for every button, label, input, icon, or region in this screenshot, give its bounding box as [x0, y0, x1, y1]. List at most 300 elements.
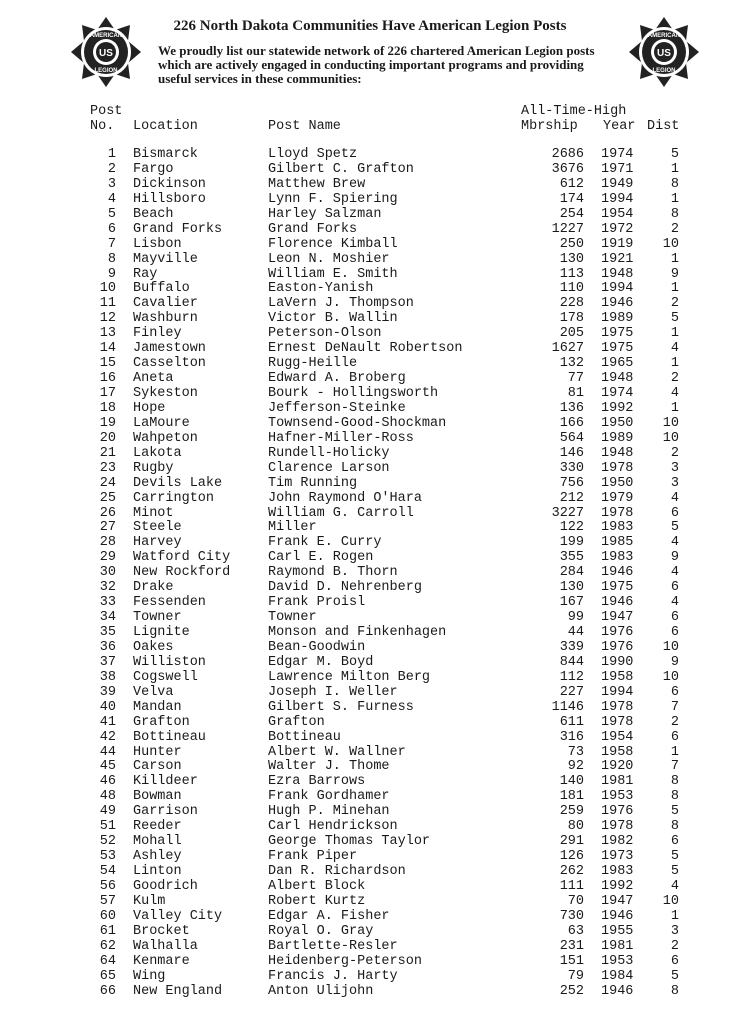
- post-number: 49: [99, 804, 116, 820]
- table-row: [0, 626, 736, 641]
- location: Hope: [133, 400, 166, 416]
- district: 8: [670, 176, 679, 192]
- post-name: Albert Block: [268, 878, 366, 894]
- location: Casselton: [133, 356, 206, 372]
- location: LaMoure: [133, 415, 190, 431]
- table-row: [0, 865, 736, 880]
- post-number: 29: [99, 550, 116, 566]
- membership: 73: [567, 744, 584, 760]
- year: 1953: [601, 953, 634, 969]
- post-name: Bottineau: [268, 729, 341, 745]
- location: Rugby: [133, 460, 174, 476]
- table-row: [0, 402, 736, 417]
- membership: 63: [567, 923, 584, 939]
- district: 6: [670, 610, 679, 626]
- post-number: 64: [99, 953, 116, 969]
- table-row: [0, 521, 736, 536]
- american-legion-emblem-right: [628, 16, 700, 88]
- post-name: Frank Piper: [268, 849, 358, 865]
- post-number: 37: [99, 654, 116, 670]
- district: 7: [670, 759, 679, 775]
- membership: 231: [559, 938, 584, 954]
- post-number: 3: [107, 176, 116, 192]
- table-row: [0, 760, 736, 775]
- table-row: [0, 387, 736, 402]
- membership: 77: [567, 371, 584, 387]
- membership: 3676: [551, 161, 584, 177]
- post-number: 12: [99, 311, 116, 327]
- post-number: 61: [99, 923, 116, 939]
- membership: 2686: [551, 147, 584, 162]
- table-row: [0, 955, 736, 970]
- district: 5: [670, 804, 679, 820]
- table-row: [0, 775, 736, 790]
- year: 1950: [601, 415, 634, 431]
- district: 9: [670, 266, 679, 282]
- emblem-center-text: US: [99, 48, 113, 59]
- post-number: 62: [99, 938, 116, 954]
- location: Finley: [133, 326, 182, 342]
- location: Williston: [133, 654, 206, 670]
- location: Dickinson: [133, 176, 206, 192]
- post-name: Ezra Barrows: [268, 774, 366, 790]
- post-number: 19: [99, 415, 116, 431]
- post-number: 38: [99, 669, 116, 685]
- column-header-year: Year: [603, 119, 636, 134]
- location: Beach: [133, 206, 174, 222]
- location: Buffalo: [133, 281, 190, 297]
- post-number: 30: [99, 565, 116, 581]
- district: 1: [670, 356, 679, 372]
- location: Killdeer: [133, 774, 198, 790]
- membership: 92: [567, 759, 584, 775]
- post-number: 23: [99, 460, 116, 476]
- location: Hunter: [133, 744, 182, 760]
- post-number: 60: [99, 908, 116, 924]
- year: 1978: [601, 699, 634, 715]
- post-name: Frank Proisl: [268, 595, 366, 611]
- year: 1955: [601, 923, 634, 939]
- post-name: Monson and Finkenhagen: [268, 625, 447, 640]
- table-row: [0, 357, 736, 372]
- location: Bowman: [133, 789, 182, 805]
- location: Ray: [133, 266, 158, 282]
- year: 1989: [601, 311, 634, 327]
- location: Fargo: [133, 161, 174, 177]
- membership: 199: [559, 535, 584, 551]
- post-name: Easton-Yanish: [268, 281, 374, 297]
- district: 6: [670, 953, 679, 969]
- post-name: Edward A. Broberg: [268, 371, 406, 387]
- year: 1992: [601, 878, 634, 894]
- year: 1946: [601, 565, 634, 581]
- location: Hillsboro: [133, 191, 206, 207]
- district: 1: [670, 191, 679, 207]
- year: 1981: [601, 938, 634, 954]
- post-name: David D. Nehrenberg: [268, 580, 422, 596]
- post-number: 6: [107, 221, 116, 237]
- membership: 113: [559, 266, 584, 282]
- district: 5: [670, 147, 679, 162]
- district: 1: [670, 281, 679, 297]
- membership: 140: [559, 774, 584, 790]
- year: 1954: [601, 729, 634, 745]
- district: 1: [670, 326, 679, 342]
- membership: 205: [559, 326, 584, 342]
- post-name: Frank E. Curry: [268, 535, 382, 551]
- district: 4: [670, 490, 679, 506]
- post-number: 4: [107, 191, 116, 207]
- post-number: 36: [99, 639, 116, 655]
- post-number: 56: [99, 878, 116, 894]
- post-name: Edgar M. Boyd: [268, 654, 374, 670]
- year: 1978: [601, 460, 634, 476]
- table-row: [0, 447, 736, 462]
- post-number: 2: [107, 161, 116, 177]
- table-row: [0, 925, 736, 940]
- location: Sykeston: [133, 386, 198, 401]
- post-name: Matthew Brew: [268, 176, 366, 192]
- year: 1974: [601, 386, 634, 401]
- year: 1994: [601, 281, 634, 297]
- location: Washburn: [133, 311, 198, 327]
- year: 1992: [601, 400, 634, 416]
- table-row: [0, 432, 736, 447]
- district: 8: [670, 819, 679, 835]
- district: 4: [670, 386, 679, 401]
- post-name: Joseph I. Weller: [268, 684, 398, 700]
- post-name: Jefferson-Steinke: [268, 400, 406, 416]
- table-row: [0, 208, 736, 223]
- table-row: [0, 342, 736, 357]
- table-row: [0, 178, 736, 193]
- district: 4: [670, 341, 679, 357]
- district: 10: [662, 415, 679, 431]
- membership: 79: [567, 968, 584, 984]
- post-name: Raymond B. Thorn: [268, 565, 398, 581]
- year: 1983: [601, 520, 634, 536]
- post-number: 10: [99, 281, 116, 297]
- table-row: [0, 148, 736, 163]
- location: Mayville: [133, 251, 198, 267]
- post-name: Tim Running: [268, 475, 358, 491]
- district: 2: [670, 938, 679, 954]
- table-row: [0, 581, 736, 596]
- emblem-bottom-text: LEGION: [94, 68, 118, 74]
- post-number: 25: [99, 490, 116, 506]
- post-number: 54: [99, 864, 116, 879]
- year: 1979: [601, 490, 634, 506]
- table-row: [0, 492, 736, 507]
- post-number: 35: [99, 625, 116, 640]
- district: 1: [670, 400, 679, 416]
- membership: 355: [559, 550, 584, 566]
- district: 4: [670, 535, 679, 551]
- membership: 564: [559, 430, 584, 446]
- year: 1974: [601, 147, 634, 162]
- location: Bismarck: [133, 147, 198, 162]
- table-row: [0, 985, 736, 1000]
- membership: 166: [559, 415, 584, 431]
- post-name: Peterson-Olson: [268, 326, 382, 342]
- table-row: [0, 701, 736, 716]
- district: 6: [670, 580, 679, 596]
- table-row: [0, 253, 736, 268]
- membership: 122: [559, 520, 584, 536]
- post-name: Townsend-Good-Shockman: [268, 415, 447, 431]
- district: 10: [662, 893, 679, 909]
- table-row: [0, 163, 736, 178]
- post-name: Lloyd Spetz: [268, 147, 358, 162]
- membership: 178: [559, 311, 584, 327]
- location: Jamestown: [133, 341, 206, 357]
- post-name: Hugh P. Minehan: [268, 804, 390, 820]
- year: 1982: [601, 834, 634, 850]
- membership: 611: [559, 714, 584, 730]
- district: 6: [670, 834, 679, 850]
- location: Garrison: [133, 804, 198, 820]
- post-name: Royal O. Gray: [268, 923, 374, 939]
- location: Ashley: [133, 849, 182, 865]
- post-number: 11: [99, 296, 116, 312]
- location: Mandan: [133, 699, 182, 715]
- post-name: Gilbert S. Furness: [268, 699, 414, 715]
- membership: 844: [559, 654, 584, 670]
- membership: 70: [567, 893, 584, 909]
- table-row: [0, 686, 736, 701]
- post-name: Leon N. Moshier: [268, 251, 390, 267]
- emblem-bottom-text: LEGION: [652, 68, 676, 74]
- district: 5: [670, 849, 679, 865]
- district: 2: [670, 445, 679, 461]
- post-name: Victor B. Wallin: [268, 311, 398, 327]
- intro-paragraph: We proudly list our statewide network of 226 chartered American Legion posts which are actively engaged in conducting important programs and providing useful services in these communities:: [158, 43, 595, 86]
- table-row: [0, 611, 736, 626]
- post-number: 20: [99, 430, 116, 446]
- district: 2: [670, 221, 679, 237]
- year: 1983: [601, 864, 634, 879]
- post-name: George Thomas Taylor: [268, 834, 431, 850]
- year: 1981: [601, 774, 634, 790]
- post-name: Rundell-Holicky: [268, 445, 390, 461]
- post-number: 57: [99, 893, 116, 909]
- membership: 228: [559, 296, 584, 312]
- district: 9: [670, 654, 679, 670]
- year: 1983: [601, 550, 634, 566]
- post-name: William G. Carroll: [268, 505, 414, 521]
- post-number: 28: [99, 535, 116, 551]
- district: 1: [670, 161, 679, 177]
- year: 1978: [601, 819, 634, 835]
- table-row: [0, 910, 736, 925]
- membership: 250: [559, 236, 584, 252]
- year: 1921: [601, 251, 634, 267]
- post-number: 21: [99, 445, 116, 461]
- table-row: [0, 850, 736, 865]
- table-row: [0, 223, 736, 238]
- year: 1975: [601, 580, 634, 596]
- post-number: 14: [99, 341, 116, 357]
- district: 4: [670, 878, 679, 894]
- year: 1973: [601, 849, 634, 865]
- year: 1990: [601, 654, 634, 670]
- location: Carrington: [133, 490, 215, 506]
- post-number: 9: [107, 266, 116, 282]
- district: 5: [670, 864, 679, 879]
- year: 1976: [601, 804, 634, 820]
- location: Mohall: [133, 834, 182, 850]
- year: 1971: [601, 161, 634, 177]
- year: 1953: [601, 789, 634, 805]
- year: 1949: [601, 176, 634, 192]
- membership: 730: [559, 908, 584, 924]
- year: 1965: [601, 356, 634, 372]
- post-name: Lynn F. Spiering: [268, 191, 398, 207]
- post-number: 27: [99, 520, 116, 536]
- location: Velva: [133, 684, 174, 700]
- table-row: [0, 746, 736, 761]
- emblem-center-text: US: [657, 48, 671, 59]
- post-name: Bourk - Hollingsworth: [268, 386, 439, 401]
- year: 1920: [601, 759, 634, 775]
- location: Lignite: [133, 625, 190, 640]
- location: Watford City: [133, 550, 231, 566]
- post-name: Gilbert C. Grafton: [268, 161, 414, 177]
- district: 10: [662, 430, 679, 446]
- year: 1958: [601, 669, 634, 685]
- year: 1948: [601, 445, 634, 461]
- table-row: [0, 327, 736, 342]
- table-row: [0, 671, 736, 686]
- location: Oakes: [133, 639, 174, 655]
- post-name: Robert Kurtz: [268, 893, 366, 909]
- location: Carson: [133, 759, 182, 775]
- district: 6: [670, 505, 679, 521]
- table-row: [0, 970, 736, 985]
- membership: 252: [559, 983, 584, 999]
- table-row: [0, 716, 736, 731]
- district: 4: [670, 565, 679, 581]
- table-row: [0, 312, 736, 327]
- post-name: Grafton: [268, 714, 325, 730]
- year: 1975: [601, 341, 634, 357]
- table-row: [0, 835, 736, 850]
- page-title: 226 North Dakota Communities Have American Legion Posts: [173, 18, 567, 34]
- post-number: 39: [99, 684, 116, 700]
- membership: 80: [567, 819, 584, 835]
- post-number: 53: [99, 849, 116, 865]
- membership: 146: [559, 445, 584, 461]
- post-number: 34: [99, 610, 116, 626]
- table-row: [0, 596, 736, 611]
- district: 2: [670, 296, 679, 312]
- post-number: 8: [107, 251, 116, 267]
- post-number: 32: [99, 580, 116, 596]
- district: 3: [670, 923, 679, 939]
- location: Walhalla: [133, 938, 198, 954]
- year: 1994: [601, 191, 634, 207]
- post-number: 40: [99, 699, 116, 715]
- post-number: 26: [99, 505, 116, 521]
- membership: 111: [559, 878, 584, 894]
- column-header-location: Location: [133, 119, 198, 134]
- membership: 212: [559, 490, 584, 506]
- year: 1989: [601, 430, 634, 446]
- location: New Rockford: [133, 565, 231, 581]
- post-number: 15: [99, 356, 116, 372]
- year: 1947: [601, 610, 634, 626]
- post-number: 44: [99, 744, 116, 760]
- table-row: [0, 566, 736, 581]
- post-number: 41: [99, 714, 116, 730]
- post-number: 65: [99, 968, 116, 984]
- location: Goodrich: [133, 878, 198, 894]
- membership: 1146: [551, 699, 584, 715]
- membership: 132: [559, 356, 584, 372]
- post-name: Florence Kimball: [268, 236, 398, 252]
- american-legion-emblem-left: [70, 16, 142, 88]
- location: Cogswell: [133, 669, 198, 685]
- post-number: 7: [107, 236, 116, 252]
- location: Devils Lake: [133, 475, 223, 491]
- post-name: Carl Hendrickson: [268, 819, 398, 835]
- emblem-top-text: AMERICAN: [89, 33, 123, 39]
- district: 4: [670, 595, 679, 611]
- column-header-post: Post: [90, 104, 123, 119]
- table-row: [0, 790, 736, 805]
- membership: 227: [559, 684, 584, 700]
- post-name: Edgar A. Fisher: [268, 908, 390, 924]
- post-name: Walter J. Thome: [268, 759, 390, 775]
- year: 1994: [601, 684, 634, 700]
- district: 9: [670, 550, 679, 566]
- table-row: [0, 656, 736, 671]
- location: Kulm: [133, 893, 166, 909]
- table-row: [0, 820, 736, 835]
- membership: 291: [559, 834, 584, 850]
- table-row: [0, 641, 736, 656]
- table-row: [0, 536, 736, 551]
- district: 8: [670, 789, 679, 805]
- membership: 262: [559, 864, 584, 879]
- district: 6: [670, 625, 679, 640]
- location: Fessenden: [133, 595, 206, 611]
- year: 1948: [601, 371, 634, 387]
- location: New England: [133, 983, 223, 999]
- post-number: 51: [99, 819, 116, 835]
- district: 5: [670, 520, 679, 536]
- post-name: Grand Forks: [268, 221, 358, 237]
- district: 6: [670, 684, 679, 700]
- post-number: 48: [99, 789, 116, 805]
- district: 3: [670, 475, 679, 491]
- post-number: 13: [99, 326, 116, 342]
- district: 8: [670, 774, 679, 790]
- post-number: 17: [99, 386, 116, 401]
- membership: 110: [559, 281, 584, 297]
- year: 1976: [601, 625, 634, 640]
- post-name: Bean-Goodwin: [268, 639, 366, 655]
- table-row: [0, 193, 736, 208]
- post-number: 46: [99, 774, 116, 790]
- membership: 181: [559, 789, 584, 805]
- post-number: 52: [99, 834, 116, 850]
- membership: 151: [559, 953, 584, 969]
- membership: 99: [567, 610, 584, 626]
- post-name: Ernest DeNault Robertson: [268, 341, 463, 357]
- location: Bottineau: [133, 729, 206, 745]
- location: Wahpeton: [133, 430, 198, 446]
